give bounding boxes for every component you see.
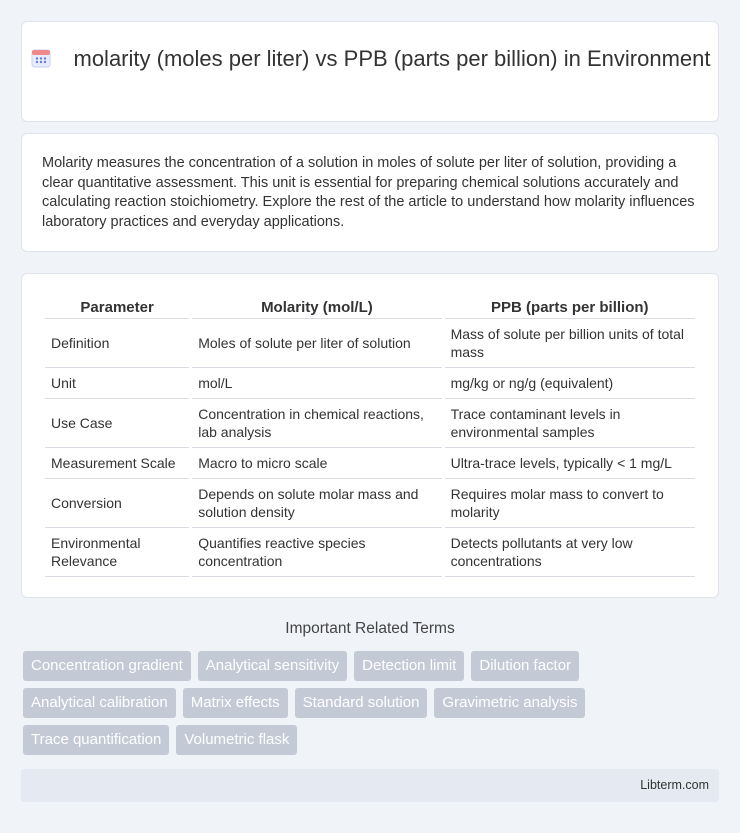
- calendar-icon: [30, 47, 52, 69]
- tag-row: [23, 688, 723, 718]
- column-header-ppb: PPB (parts per billion): [445, 294, 695, 319]
- table-cell: Quantifies reactive species concentration: [192, 528, 441, 577]
- column-header-parameter: Parameter: [45, 294, 189, 319]
- header-card: [21, 21, 719, 122]
- table-cell: Depends on solute molar mass and solution density: [192, 479, 441, 528]
- related-terms-title: Important Related Terms: [285, 620, 455, 637]
- table-cell: Mass of solute per billion units of total mass: [445, 319, 695, 368]
- table-row: [45, 528, 695, 577]
- table-row: [45, 479, 695, 528]
- column-header-molarity: Molarity (mol/L): [192, 294, 441, 319]
- related-term-tag[interactable]: Gravimetric analysis: [434, 688, 585, 718]
- related-term-tag[interactable]: Trace quantification: [23, 725, 169, 755]
- table-row: [45, 368, 695, 399]
- related-term-tag[interactable]: Analytical calibration: [23, 688, 176, 718]
- page-title: molarity (moles per liter) vs PPB (parts per billion) in Environment: [73, 46, 711, 71]
- table-row: [45, 448, 695, 479]
- table-cell: Moles of solute per liter of solution: [192, 319, 441, 368]
- intro-card: [21, 133, 719, 252]
- tag-row: [23, 651, 723, 681]
- table-row: [45, 399, 695, 448]
- table-cell: Concentration in chemical reactions, lab analysis: [192, 399, 441, 448]
- related-term-tag[interactable]: Analytical sensitivity: [198, 651, 347, 681]
- related-term-tag[interactable]: Detection limit: [354, 651, 464, 681]
- table-cell: mol/L: [192, 368, 441, 399]
- related-term-tag[interactable]: Standard solution: [295, 688, 428, 718]
- table-row: [45, 319, 695, 368]
- tag-row: [23, 725, 723, 755]
- table-cell: Trace contaminant levels in environmental samples: [445, 399, 695, 448]
- table-cell: Ultra-trace levels, typically < 1 mg/L: [445, 448, 695, 479]
- table-cell: Requires molar mass to convert to molarity: [445, 479, 695, 528]
- table-cell: Environmental Relevance: [45, 528, 189, 577]
- related-term-tag[interactable]: Dilution factor: [471, 651, 579, 681]
- table-cell: Macro to micro scale: [192, 448, 441, 479]
- table-cell: Measurement Scale: [45, 448, 189, 479]
- table-cell: Detects pollutants at very low concentrations: [445, 528, 695, 577]
- page-title-wrap: [22, 44, 718, 73]
- table-cell: Use Case: [45, 399, 189, 448]
- footer-site-link[interactable]: Libterm.com: [640, 778, 709, 792]
- related-term-tag[interactable]: Concentration gradient: [23, 651, 191, 681]
- related-term-tag[interactable]: Matrix effects: [183, 688, 288, 718]
- table-cell: Unit: [45, 368, 189, 399]
- related-term-tag[interactable]: Volumetric flask: [176, 725, 297, 755]
- table-cell: Definition: [45, 319, 189, 368]
- comparison-table: [42, 294, 698, 577]
- table-cell: Conversion: [45, 479, 189, 528]
- table-header-row: [45, 294, 695, 319]
- related-terms-list: [23, 651, 723, 762]
- table-cell: mg/kg or ng/g (equivalent): [445, 368, 695, 399]
- comparison-card: [21, 273, 719, 598]
- intro-paragraph: Molarity measures the concentration of a solution in moles of solute per liter of solution, providing a clear quantitative assessment. This unit is essential for preparing chemical solutions accurately and calculating reaction stoichiometry. Explore the rest of the article to understand how molarity influences laboratory practices and everyday applications.: [42, 155, 695, 230]
- footer: [21, 769, 719, 802]
